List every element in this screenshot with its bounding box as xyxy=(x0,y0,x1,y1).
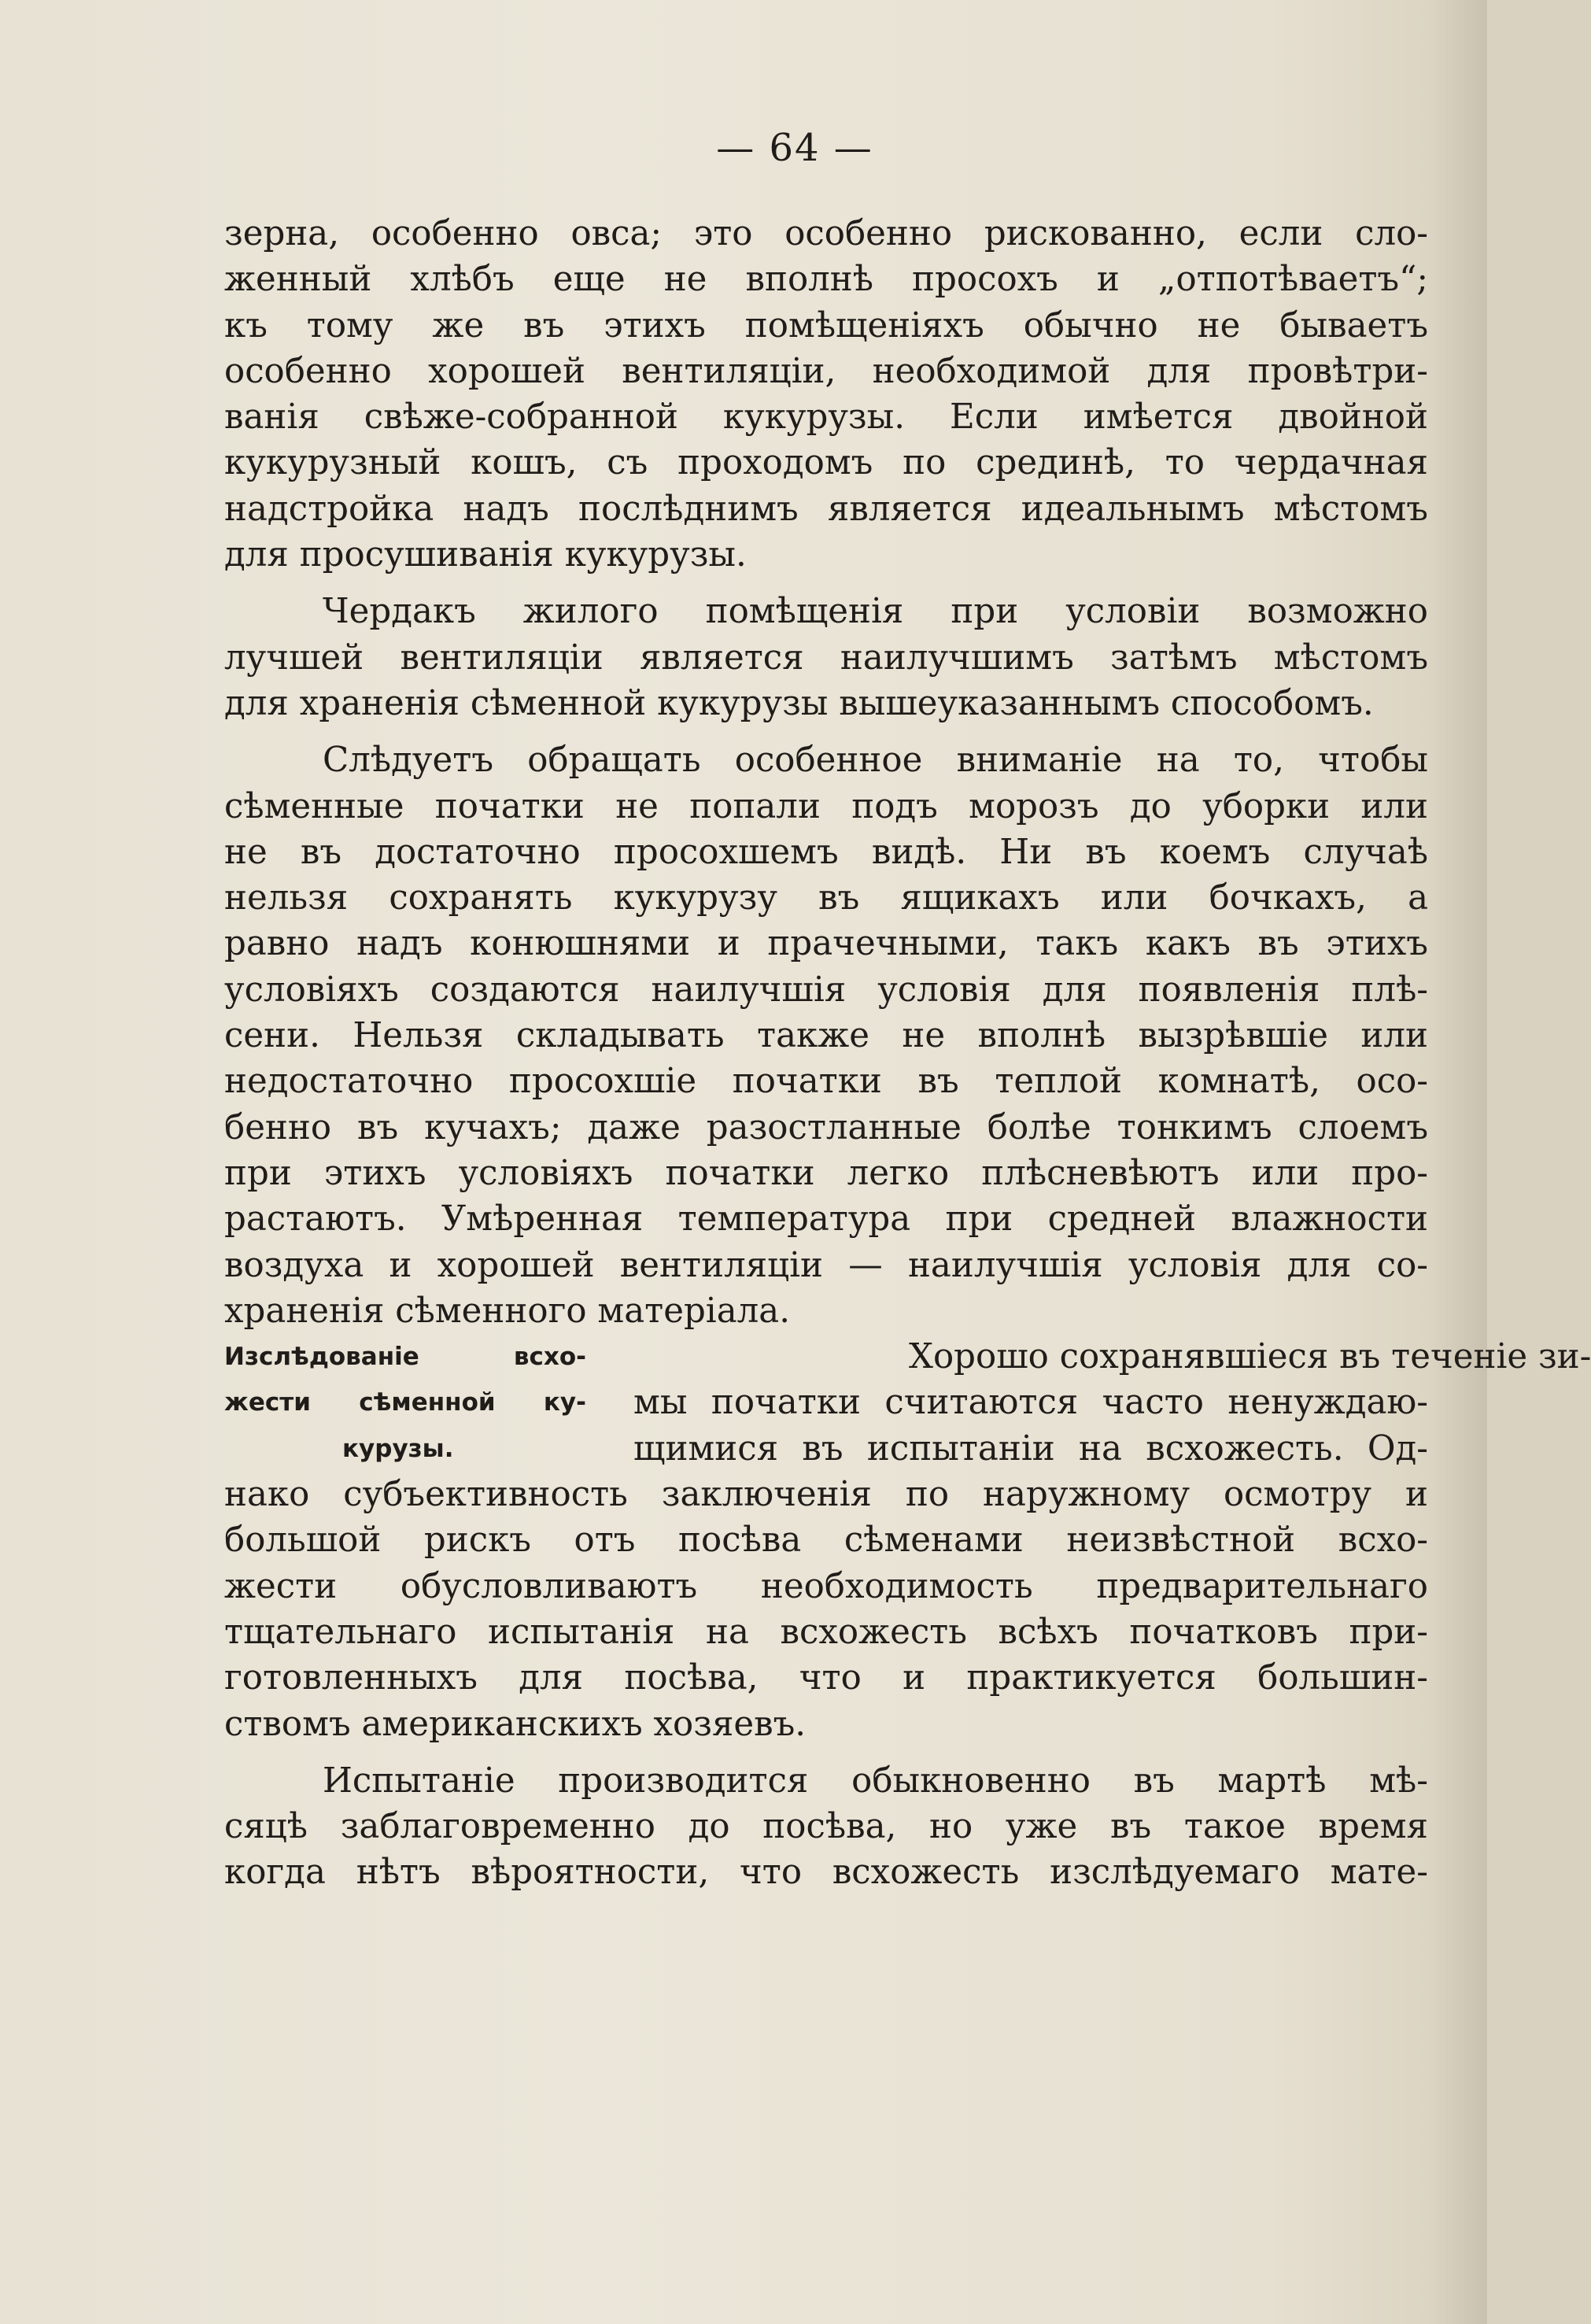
margin-note-line: жести сѣменной ку- xyxy=(224,1388,586,1417)
text-line: для храненія сѣменной кукурузы вышеуказаннымъ способомъ. xyxy=(224,683,1374,723)
text-line: Хорошо сохранявшіеся въ теченіе зи- xyxy=(909,1337,1591,1377)
text-line: для просушиванія кукурузы. xyxy=(224,535,747,575)
text-line: растаютъ. Умѣренная температура при средней влажности xyxy=(224,1199,1428,1240)
text-line: жести обусловливаютъ необходимость предварительнаго xyxy=(224,1566,1428,1606)
text-line: недостаточно просохшіе початки въ теплой комнатѣ, осо- xyxy=(224,1062,1428,1102)
page-number: — 64 — xyxy=(716,126,873,170)
text-line: ствомъ американскихъ хозяевъ. xyxy=(224,1704,807,1744)
paragraph-1 xyxy=(224,211,1428,578)
text-line: къ тому же въ этихъ помѣщеніяхъ обычно не бываетъ xyxy=(224,305,1428,345)
text-line: щимися въ испытаніи на всхожесть. Од- xyxy=(633,1428,1428,1469)
text-line: нако субъективность заключенія по наружному осмотру и xyxy=(224,1475,1428,1515)
paragraph-3 xyxy=(224,737,1428,1334)
text-line: сени. Нельзя складывать также не вполнѣ вызрѣвшіе или xyxy=(224,1016,1428,1056)
text-line: нельзя сохранять кукурузу въ ящикахъ или бочкахъ, а xyxy=(224,878,1428,918)
text-line: при этихъ условіяхъ початки легко плѣсневѣютъ или про- xyxy=(224,1153,1428,1193)
text-line: зерна, особенно овса; это особенно рискованно, если сло- xyxy=(224,214,1428,253)
paragraph-4 xyxy=(224,1472,1428,1747)
text-line: условіяхъ создаются наилучшія условія для появленія плѣ- xyxy=(224,970,1428,1010)
paragraph-5 xyxy=(224,1758,1428,1896)
text-line: готовленныхъ для посѣва, что и практикуется большин- xyxy=(224,1658,1428,1698)
text-line: Испытаніе производится обыкновенно въ мартѣ мѣ- xyxy=(323,1761,1428,1801)
text-line: бенно въ кучахъ; даже разостланные болѣе тонкимъ слоемъ xyxy=(224,1107,1428,1147)
text-line: женный хлѣбъ еще не вполнѣ просохъ и „отпотѣваетъ“; xyxy=(224,260,1428,300)
margin-note-line: курузы. xyxy=(342,1434,454,1463)
paragraph-4-with-margin-note xyxy=(224,1334,1591,1472)
paragraph-2 xyxy=(224,589,1428,726)
text-line: равно надъ конюшнями и прачечными, такъ какъ въ этихъ xyxy=(224,924,1428,964)
text-line: ванія свѣже-собранной кукурузы. Если имѣется двойной xyxy=(224,397,1428,438)
text-line: особенно хорошей вентиляціи, необходимой для провѣтри- xyxy=(224,351,1428,391)
text-line: мы початки считаются часто ненуждаю- xyxy=(633,1383,1428,1423)
margin-note xyxy=(224,1334,586,1472)
text-line: большой рискъ отъ посѣва сѣменами неизвѣстной всхо- xyxy=(224,1520,1428,1561)
margin-note-line: Изслѣдованіе всхо- xyxy=(224,1343,586,1372)
text-line: сѣменные початки не попали подъ морозъ до уборки или xyxy=(224,786,1428,826)
text-line: сяцѣ заблаговременно до посѣва, но уже въ такое время xyxy=(224,1807,1428,1847)
text-line: лучшей вентиляціи является наилучшимъ затѣмъ мѣстомъ xyxy=(224,637,1428,678)
text-line: храненія сѣменного матеріала. xyxy=(224,1291,791,1331)
paragraph-4-side-text xyxy=(633,1334,1591,1472)
text-line: кукурузный кошъ, съ проходомъ по срединѣ, то чердачная xyxy=(224,443,1428,483)
text-line: надстройка надъ послѣднимъ является идеальнымъ мѣстомъ xyxy=(224,489,1428,529)
text-line: Слѣдуетъ обращать особенное вниманіе на то, чтобы xyxy=(323,741,1428,781)
text-line: Чердакъ жилого помѣщенія при условіи возможно xyxy=(323,592,1428,632)
text-line: когда нѣтъ вѣроятности, что всхожесть изслѣдуемаго мате- xyxy=(224,1853,1428,1893)
text-line: воздуха и хорошей вентиляціи — наилучшія условія для со- xyxy=(224,1245,1428,1285)
text-line: тщательнаго испытанія на всхожесть всѣхъ початковъ при- xyxy=(224,1612,1428,1652)
page-body xyxy=(224,211,1591,1896)
text-line: не въ достаточно просохшемъ видѣ. Ни въ коемъ случаѣ xyxy=(224,832,1428,872)
